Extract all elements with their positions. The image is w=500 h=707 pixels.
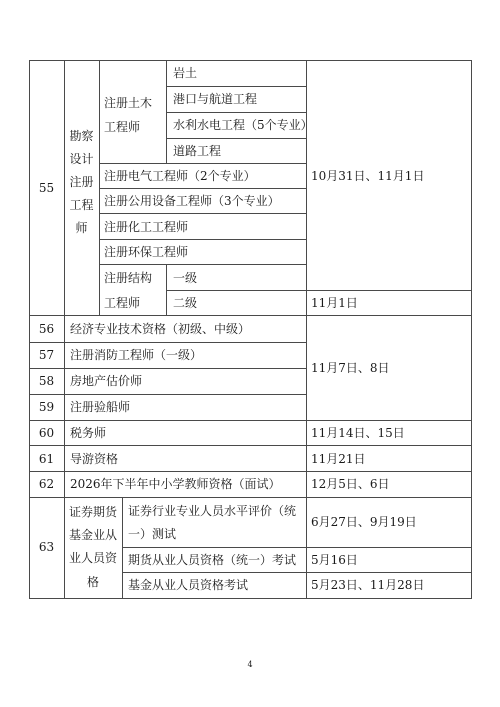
- rule-shuili: [166, 138, 306, 139]
- rule-row57: [29, 368, 306, 369]
- row-number: 56: [38, 322, 55, 336]
- fund-exam-name: 基金从业人员资格考试: [128, 578, 249, 592]
- row62-name: 2026年下半年中小学教师资格（面试）: [70, 477, 281, 491]
- rule-electrical: [99, 188, 306, 189]
- table-right-border: [471, 60, 472, 599]
- row63-number: 63: [38, 540, 55, 554]
- rule-row55-bottom: [29, 315, 471, 316]
- rule-row63-item2: [122, 572, 471, 573]
- row62-date: 12月5日、6日: [311, 477, 390, 491]
- row-number: 59: [38, 400, 55, 414]
- row63-category-line: 业人员资: [68, 551, 117, 565]
- row61-date: 11月21日: [311, 452, 366, 466]
- rule-row56: [29, 342, 306, 343]
- rule-civil-bottom: [99, 163, 306, 164]
- rule-row61: [29, 471, 471, 472]
- structural-engineer-label: 注册结构: [104, 271, 153, 285]
- rule-row60: [29, 445, 471, 446]
- civil-engineer-label: 注册土木: [104, 96, 153, 110]
- civil-sub-daolu: 道路工程: [173, 144, 222, 158]
- col-civil-divider: [166, 60, 167, 164]
- structural-engineer-label: 工程师: [104, 296, 141, 310]
- rule-environmental: [99, 264, 306, 265]
- rule-chemical: [99, 239, 306, 240]
- col-row63-divider: [122, 497, 123, 599]
- rule-row63-item1: [122, 547, 471, 548]
- civil-sub-yantu: 岩土: [173, 66, 198, 80]
- rule-level1: [166, 290, 471, 291]
- rule-gangkou: [166, 112, 306, 113]
- row-exam-name: 房地产估价师: [70, 374, 143, 388]
- row62-number: 62: [38, 477, 55, 491]
- row63-category-line: 证券期货: [68, 505, 117, 519]
- row55-category-line: 注册: [69, 175, 94, 189]
- row55-date-level2: 11月1日: [311, 296, 358, 310]
- row63-category-line: 基金业从: [68, 528, 117, 542]
- col-category-divider: [99, 60, 100, 316]
- row-number: 58: [38, 374, 55, 388]
- row55-category-line: 勘察: [69, 129, 94, 143]
- table-bottom-border: [29, 598, 471, 599]
- col-structural-divider: [166, 264, 167, 316]
- futures-exam-name: 期货从业人员资格（统一）考试: [128, 553, 297, 567]
- rule-row59: [29, 420, 471, 421]
- row55-category: [64, 125, 99, 240]
- row61-number: 61: [38, 452, 55, 466]
- row-number: 57: [38, 348, 55, 362]
- rows-56-59-date: 11月7日、8日: [311, 361, 390, 375]
- row-exam-name: 注册验船师: [70, 400, 131, 414]
- civil-sub-shuili: 水利水电工程（5个专业）: [173, 118, 313, 132]
- rule-row62: [29, 497, 471, 498]
- row-exam-name: 注册消防工程师（一级）: [70, 348, 203, 362]
- row55-category-line: 设计: [69, 152, 94, 166]
- row61-name: 导游资格: [70, 452, 119, 466]
- row60-date: 11月14日、15日: [311, 426, 405, 440]
- environmental-engineer: 注册环保工程师: [104, 245, 189, 259]
- utility-engineer: 注册公用设备工程师（3个专业）: [104, 194, 280, 208]
- civil-sub-gangkou: 港口与航道工程: [173, 92, 258, 106]
- fund-exam-date: 5月23日、11月28日: [311, 578, 425, 592]
- row60-name: 税务师: [70, 426, 107, 440]
- row-exam-name: 经济专业技术资格（初级、中级）: [70, 322, 251, 336]
- rule-yantu: [166, 86, 306, 87]
- structural-level1: 一级: [173, 271, 198, 285]
- rule-utility: [99, 213, 306, 214]
- electrical-engineer: 注册电气工程师（2个专业）: [104, 169, 256, 183]
- row55-number: 55: [38, 181, 55, 195]
- page-number: 4: [247, 660, 253, 669]
- row63-category-line: 格: [86, 575, 99, 589]
- securities-test-name: 证券行业专业人员水平评价（统: [128, 504, 297, 518]
- rule-row58: [29, 394, 306, 395]
- row55-category-line: 工程: [69, 198, 94, 212]
- futures-exam-date: 5月16日: [311, 553, 358, 567]
- civil-engineer-label: 工程师: [104, 120, 141, 134]
- table-top-border: [29, 60, 471, 61]
- row60-number: 60: [38, 426, 55, 440]
- chemical-engineer: 注册化工工程师: [104, 220, 189, 234]
- structural-level2: 二级: [173, 296, 198, 310]
- row55-category-line: 师: [75, 221, 88, 235]
- col-date-divider: [306, 60, 307, 599]
- securities-test-date: 6月27日、9月19日: [311, 515, 417, 529]
- securities-test-name: 一）测试: [128, 527, 177, 541]
- row55-date-main: 10月31日、11月1日: [311, 169, 425, 183]
